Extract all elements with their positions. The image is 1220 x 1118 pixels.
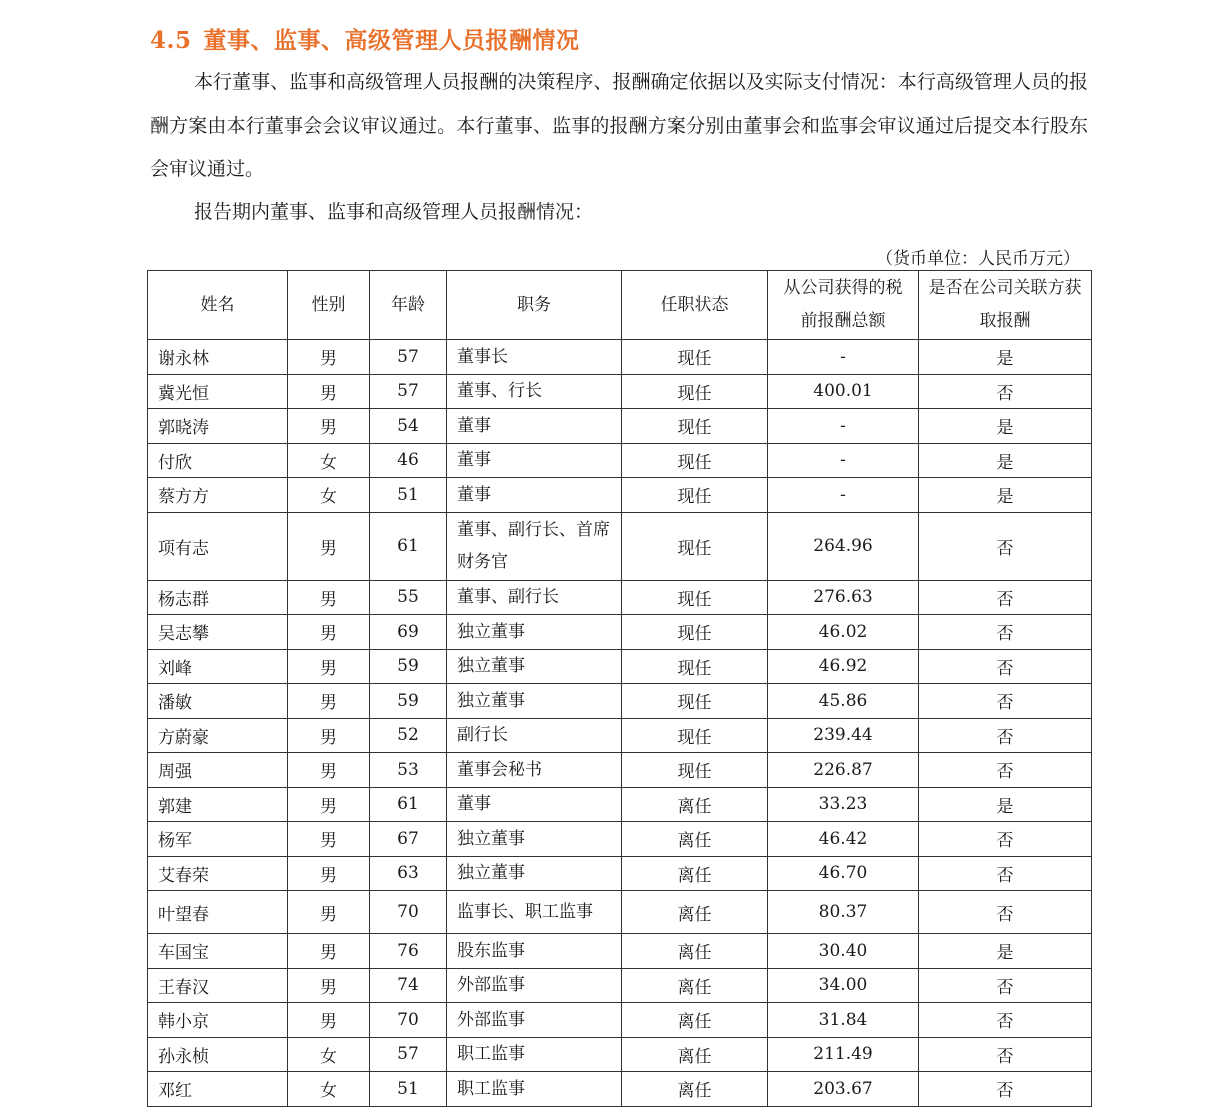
cell-name: 潘敏	[148, 684, 288, 719]
cell-related-party: 是	[919, 478, 1092, 513]
cell-status: 离任	[622, 934, 768, 969]
cell-name: 谢永林	[148, 340, 288, 375]
cell-name: 韩小京	[148, 1003, 288, 1038]
cell-related-party: 是	[919, 934, 1092, 969]
cell-age: 46	[370, 443, 447, 478]
cell-name: 吴志攀	[148, 615, 288, 650]
cell-age: 55	[370, 580, 447, 615]
cell-position: 监事长、职工监事	[447, 891, 622, 934]
cell-related-party: 否	[919, 1037, 1092, 1072]
cell-gender: 男	[288, 512, 370, 580]
cell-related-party: 否	[919, 753, 1092, 788]
cell-position: 董事、副行长、首席财务官	[447, 512, 622, 580]
cell-pretax-remuneration: 46.92	[768, 649, 919, 684]
cell-gender: 男	[288, 649, 370, 684]
cell-position: 股东监事	[447, 934, 622, 969]
cell-pretax-remuneration: 33.23	[768, 787, 919, 822]
cell-pretax-remuneration: -	[768, 340, 919, 375]
cell-position: 独立董事	[447, 856, 622, 891]
cell-age: 57	[370, 340, 447, 375]
cell-position: 外部监事	[447, 968, 622, 1003]
cell-position: 董事会秘书	[447, 753, 622, 788]
table-row	[148, 822, 1092, 857]
cell-position: 职工监事	[447, 1072, 622, 1107]
cell-pretax-remuneration: 203.67	[768, 1072, 919, 1107]
table-row	[148, 968, 1092, 1003]
cell-gender: 男	[288, 787, 370, 822]
cell-status: 离任	[622, 856, 768, 891]
cell-related-party: 否	[919, 580, 1092, 615]
cell-gender: 女	[288, 478, 370, 513]
cell-name: 蔡方方	[148, 478, 288, 513]
cell-related-party: 否	[919, 512, 1092, 580]
table-row	[148, 718, 1092, 753]
cell-name: 杨志群	[148, 580, 288, 615]
table-row	[148, 615, 1092, 650]
cell-position: 董事	[447, 478, 622, 513]
cell-gender: 男	[288, 615, 370, 650]
header-gender: 性别	[288, 271, 370, 340]
cell-age: 57	[370, 374, 447, 409]
cell-status: 现任	[622, 718, 768, 753]
cell-status: 现任	[622, 340, 768, 375]
table-row	[148, 753, 1092, 788]
table-row	[148, 1003, 1092, 1038]
cell-position: 董事	[447, 443, 622, 478]
section-title: 董事、监事、高级管理人员报酬情况	[203, 27, 580, 54]
table-header-row	[148, 271, 1092, 340]
cell-age: 59	[370, 684, 447, 719]
cell-position: 董事、副行长	[447, 580, 622, 615]
cell-age: 57	[370, 1037, 447, 1072]
cell-status: 离任	[622, 822, 768, 857]
cell-pretax-remuneration: 80.37	[768, 891, 919, 934]
cell-position: 董事长	[447, 340, 622, 375]
section-number: 4.5	[150, 27, 192, 54]
cell-age: 76	[370, 934, 447, 969]
cell-gender: 男	[288, 934, 370, 969]
cell-related-party: 是	[919, 443, 1092, 478]
cell-name: 周强	[148, 753, 288, 788]
cell-pretax-remuneration: 46.70	[768, 856, 919, 891]
cell-status: 现任	[622, 615, 768, 650]
cell-pretax-remuneration: -	[768, 443, 919, 478]
cell-name: 郭建	[148, 787, 288, 822]
cell-gender: 男	[288, 580, 370, 615]
table-row	[148, 856, 1092, 891]
cell-pretax-remuneration: 30.40	[768, 934, 919, 969]
cell-position: 副行长	[447, 718, 622, 753]
cell-related-party: 否	[919, 649, 1092, 684]
table-row	[148, 934, 1092, 969]
cell-age: 54	[370, 409, 447, 444]
cell-age: 61	[370, 512, 447, 580]
cell-gender: 男	[288, 753, 370, 788]
cell-status: 现任	[622, 409, 768, 444]
cell-status: 现任	[622, 443, 768, 478]
cell-age: 53	[370, 753, 447, 788]
cell-status: 现任	[622, 580, 768, 615]
cell-status: 现任	[622, 753, 768, 788]
paragraph-table-intro: 报告期内董事、监事和高级管理人员报酬情况：	[194, 201, 594, 223]
cell-related-party: 否	[919, 1003, 1092, 1038]
cell-pretax-remuneration: 31.84	[768, 1003, 919, 1038]
cell-status: 离任	[622, 1003, 768, 1038]
header-related-party-remuneration: 是否在公司关联方获取报酬	[919, 271, 1092, 340]
cell-gender: 男	[288, 968, 370, 1003]
cell-related-party: 否	[919, 968, 1092, 1003]
table-body	[148, 340, 1092, 1107]
cell-position: 独立董事	[447, 649, 622, 684]
table-row	[148, 409, 1092, 444]
cell-related-party: 否	[919, 1072, 1092, 1107]
cell-pretax-remuneration: 264.96	[768, 512, 919, 580]
cell-status: 离任	[622, 891, 768, 934]
cell-status: 现任	[622, 478, 768, 513]
cell-name: 邓红	[148, 1072, 288, 1107]
cell-status: 现任	[622, 374, 768, 409]
cell-age: 52	[370, 718, 447, 753]
cell-position: 董事	[447, 787, 622, 822]
cell-gender: 女	[288, 443, 370, 478]
section-heading	[150, 22, 580, 55]
cell-related-party: 是	[919, 340, 1092, 375]
cell-name: 王春汉	[148, 968, 288, 1003]
cell-age: 63	[370, 856, 447, 891]
cell-name: 郭晓涛	[148, 409, 288, 444]
cell-status: 现任	[622, 649, 768, 684]
cell-position: 独立董事	[447, 822, 622, 857]
cell-position: 独立董事	[447, 684, 622, 719]
table-row	[148, 1072, 1092, 1107]
table-row	[148, 374, 1092, 409]
cell-pretax-remuneration: -	[768, 409, 919, 444]
cell-pretax-remuneration: 239.44	[768, 718, 919, 753]
cell-pretax-remuneration: 400.01	[768, 374, 919, 409]
cell-pretax-remuneration: -	[768, 478, 919, 513]
cell-related-party: 是	[919, 787, 1092, 822]
cell-pretax-remuneration: 211.49	[768, 1037, 919, 1072]
table-row	[148, 443, 1092, 478]
cell-name: 冀光恒	[148, 374, 288, 409]
cell-status: 现任	[622, 512, 768, 580]
cell-gender: 男	[288, 891, 370, 934]
cell-pretax-remuneration: 46.02	[768, 615, 919, 650]
table-row	[148, 1037, 1092, 1072]
table-row	[148, 580, 1092, 615]
table-row	[148, 478, 1092, 513]
cell-age: 59	[370, 649, 447, 684]
cell-age: 69	[370, 615, 447, 650]
cell-position: 职工监事	[447, 1037, 622, 1072]
cell-position: 董事、行长	[447, 374, 622, 409]
cell-status: 离任	[622, 787, 768, 822]
cell-name: 叶望春	[148, 891, 288, 934]
cell-name: 付欣	[148, 443, 288, 478]
cell-gender: 男	[288, 1003, 370, 1038]
cell-name: 杨军	[148, 822, 288, 857]
cell-position: 董事	[447, 409, 622, 444]
cell-gender: 男	[288, 718, 370, 753]
cell-name: 刘峰	[148, 649, 288, 684]
cell-related-party: 否	[919, 374, 1092, 409]
cell-pretax-remuneration: 276.63	[768, 580, 919, 615]
cell-gender: 男	[288, 856, 370, 891]
cell-related-party: 是	[919, 409, 1092, 444]
cell-name: 艾春荣	[148, 856, 288, 891]
table-row	[148, 649, 1092, 684]
cell-gender: 男	[288, 684, 370, 719]
cell-position: 独立董事	[447, 615, 622, 650]
cell-related-party: 否	[919, 684, 1092, 719]
table-row	[148, 787, 1092, 822]
cell-related-party: 否	[919, 822, 1092, 857]
cell-name: 车国宝	[148, 934, 288, 969]
table-row	[148, 684, 1092, 719]
cell-name: 项有志	[148, 512, 288, 580]
cell-status: 离任	[622, 1037, 768, 1072]
cell-age: 67	[370, 822, 447, 857]
cell-age: 70	[370, 891, 447, 934]
header-pretax-remuneration: 从公司获得的税前报酬总额	[768, 271, 919, 340]
cell-related-party: 否	[919, 718, 1092, 753]
cell-gender: 男	[288, 374, 370, 409]
cell-age: 70	[370, 1003, 447, 1038]
table-row	[148, 512, 1092, 580]
header-status: 任职状态	[622, 271, 768, 340]
cell-status: 现任	[622, 684, 768, 719]
currency-unit-note: （货币单位：人民币万元）	[876, 249, 1080, 269]
table-row	[148, 340, 1092, 375]
cell-pretax-remuneration: 226.87	[768, 753, 919, 788]
remuneration-table	[147, 270, 1092, 1107]
cell-pretax-remuneration: 45.86	[768, 684, 919, 719]
cell-name: 方蔚豪	[148, 718, 288, 753]
cell-related-party: 否	[919, 856, 1092, 891]
cell-gender: 男	[288, 409, 370, 444]
cell-related-party: 否	[919, 891, 1092, 934]
cell-pretax-remuneration: 34.00	[768, 968, 919, 1003]
cell-age: 74	[370, 968, 447, 1003]
cell-position: 外部监事	[447, 1003, 622, 1038]
cell-status: 离任	[622, 968, 768, 1003]
cell-gender: 女	[288, 1037, 370, 1072]
header-position: 职务	[447, 271, 622, 340]
cell-age: 51	[370, 1072, 447, 1107]
cell-gender: 男	[288, 822, 370, 857]
cell-gender: 女	[288, 1072, 370, 1107]
cell-age: 61	[370, 787, 447, 822]
cell-pretax-remuneration: 46.42	[768, 822, 919, 857]
cell-status: 离任	[622, 1072, 768, 1107]
header-age: 年龄	[370, 271, 447, 340]
header-name: 姓名	[148, 271, 288, 340]
table-row	[148, 891, 1092, 934]
paragraph-decision-process: 本行董事、监事和高级管理人员报酬的决策程序、报酬确定依据以及实际支付情况：本行高级管理人员的报酬方案由本行董事会会议审议通过。本行董事、监事的报酬方案分别由董事会和监事会审议通过后提交本行股东会审议通过。	[150, 71, 1088, 180]
cell-related-party: 否	[919, 615, 1092, 650]
cell-gender: 男	[288, 340, 370, 375]
cell-name: 孙永桢	[148, 1037, 288, 1072]
cell-age: 51	[370, 478, 447, 513]
